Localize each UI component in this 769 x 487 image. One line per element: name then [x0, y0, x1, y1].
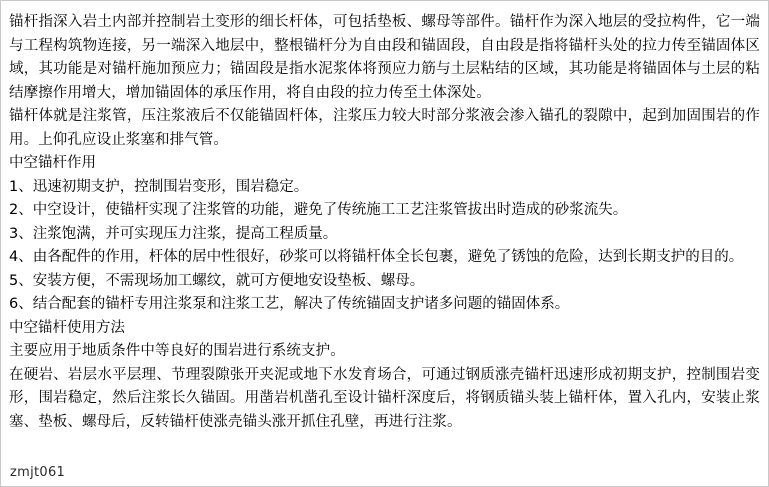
- section-hollow-anchor-usage: [9, 317, 760, 435]
- list-item: 6、结合配套的锚杆专用注浆泵和注浆工艺，解决了传统锚固支护诸多问题的锚固体系。: [9, 296, 570, 312]
- intro-paragraph-2: 锚杆体就是注浆管，压注浆液后不仅能锚固杆体，注浆压力较大时部分浆液会渗入锚孔的裂隙中，起到加固围岩的作用。上仰孔应设止浆塞和排气管。: [9, 108, 760, 148]
- section-one-heading: 中空锚杆作用: [9, 155, 96, 171]
- section-hollow-anchor-function: [9, 152, 760, 317]
- list-item: 1、迅速初期支护，控制围岩变形，围岩稳定。: [9, 178, 309, 195]
- list-item: 3、注浆饱满，并可实现压力注浆，提高工程质量。: [9, 225, 338, 242]
- usage-paragraph-2: 在硬岩、岩层水平层理、节理裂隙张开夹泥或地下水发育场合，可通过钢质涨壳锚杆迅速形成初期支护，控制围岩变形，围岩稳定，然后注浆长久锚固。用凿岩机凿孔至设计锚杆深度后，将钢质锚头装上锚杆体，置入孔内，安装止浆塞、垫板、螺母后，反转锚杆使涨壳锚头涨开抓住孔壁，再进行注浆。: [9, 366, 760, 430]
- list-item: 2、中空设计，使锚杆实现了注浆管的功能，避免了传统施工工艺注浆管拔出时造成的砂浆流失。: [9, 202, 628, 218]
- usage-paragraph-1: 主要应用于地质条件中等良好的围岩进行系统支护。: [9, 343, 345, 359]
- intro-paragraph-1: 锚杆指深入岩土内部并控制岩土变形的细长杆体，可包括垫板、螺母等部件。锚杆作为深入地层的受拉构件，它一端与工程构筑物连接，另一端深入地层中，整根锚杆分为自由段和锚固段，自由段是指将锚杆头处的拉力传至锚固体区域，其功能是对锚杆施加预应力；锚固段是指水泥浆体将预应力筋与土层粘结的区域，其功能是将锚固体与土层的粘结摩擦作用增大，增加锚固体的承压作用，将自由段的拉力传至土体深处。: [9, 14, 760, 101]
- list-item: 4、由各配件的作用，杆体的居中性很好，砂浆可以将锚杆体全长包裹，避免了锈蚀的危险，达到长期支护的目的。: [9, 249, 744, 265]
- section-two-heading: 中空锚杆使用方法: [9, 319, 125, 336]
- document-body: [1, 1, 768, 434]
- list-item: 5、安装方便，不需现场加工螺纹，就可方便地安设垫板、螺母。: [9, 272, 425, 289]
- watermark-label: zmjt061: [10, 465, 66, 480]
